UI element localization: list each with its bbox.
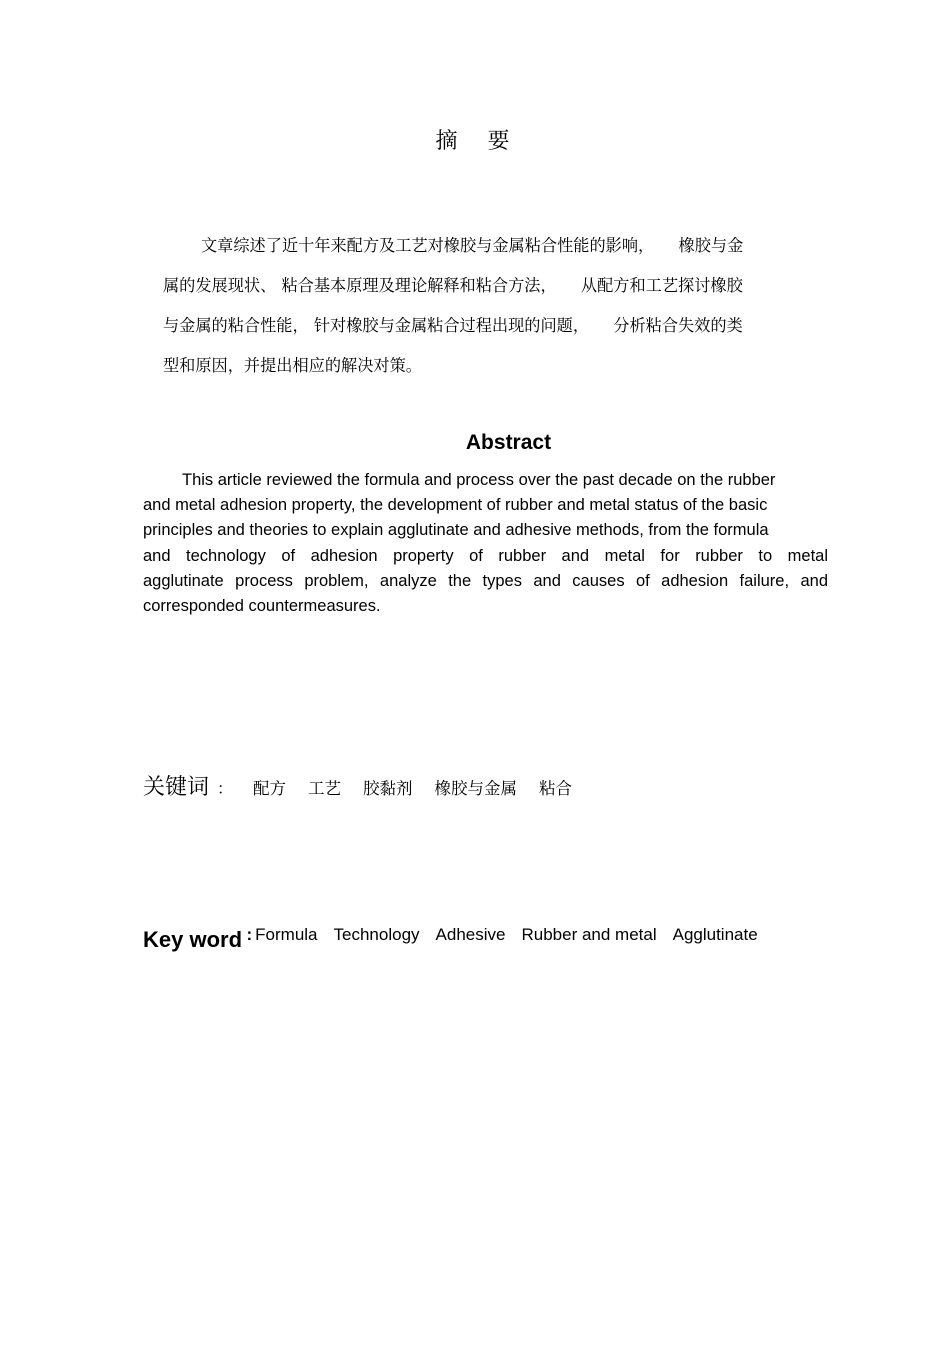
english-abstract-line: agglutinate process problem, analyze the types and causes of adhesion failure, and [143,571,828,590]
chinese-abstract-line: 文章综述了近十年来配方及工艺对橡胶与金属粘合性能的影响， 橡胶与金 [201,236,744,255]
chinese-keyword: 粘合 [539,779,573,798]
english-abstract-body [143,468,828,619]
english-abstract-line: corresponded countermeasures. [143,597,381,616]
english-keywords-colon: : [246,925,253,944]
english-abstract-title: Abstract [465,431,552,454]
chinese-abstract-title: 摘要 [435,129,540,154]
english-keyword: Adhesive [435,925,506,944]
chinese-abstract-line: 属的发展现状、 粘合基本原理及理论解释和粘合方法， 从配方和工艺探讨橡胶 [163,276,743,295]
chinese-keywords [143,770,594,801]
chinese-keyword: 配方 [253,779,287,798]
english-abstract-line: principles and theories to explain agglutinate and adhesive methods, from the formula [143,521,769,540]
chinese-keyword: 橡胶与金属 [434,779,518,798]
chinese-keywords-colon: ： [217,779,234,798]
english-abstract-line: and technology of adhesion property of rubber and metal for rubber to metal [143,546,828,565]
english-keyword: Agglutinate [672,925,758,944]
chinese-abstract-line: 与金属的粘合性能， 针对橡胶与金属粘合过程出现的问题， 分析粘合失效的类 [163,316,743,335]
english-keyword: Rubber and metal [521,925,657,944]
chinese-keywords-label: 关键词 [143,775,210,800]
english-abstract-line: and metal adhesion property, the development of rubber and metal status of the basic [143,496,768,515]
chinese-keyword: 工艺 [308,779,342,798]
chinese-abstract-body [163,226,803,386]
english-keywords [143,920,774,952]
english-keyword: Formula [255,925,318,944]
chinese-keyword: 胶黏剂 [363,779,413,798]
english-keywords-label: Key word [143,927,243,952]
english-keyword: Technology [333,925,420,944]
english-abstract-line: This article reviewed the formula and process over the past decade on the rubber [182,471,776,489]
chinese-abstract-line: 型和原因，并提出相应的解决对策。 [163,356,422,375]
